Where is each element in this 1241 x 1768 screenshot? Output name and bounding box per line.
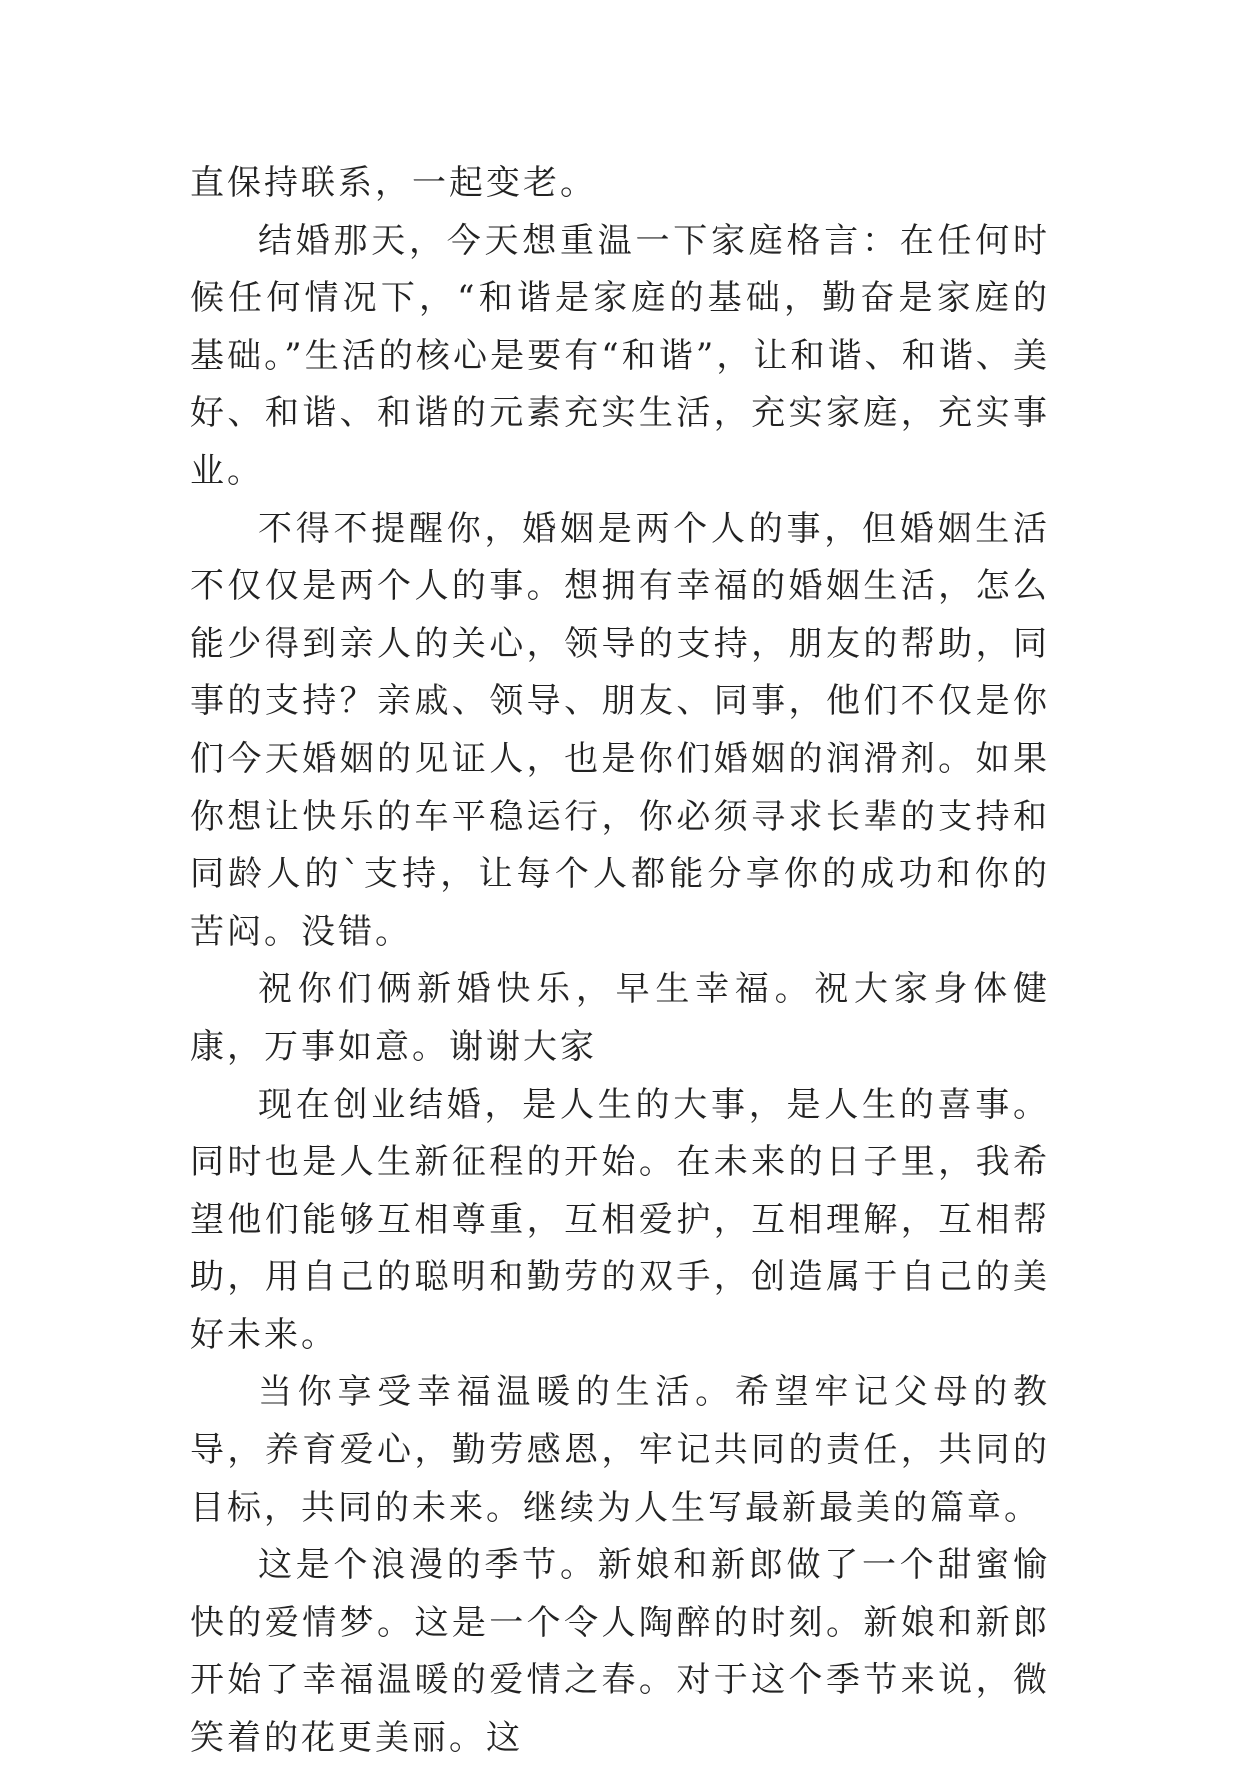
paragraph-family-motto: 结婚那天，今天想重温一下家庭格言：在任何时候任何情况下，“和谐是家庭的基础，勤奋是家庭的基础。”生活的核心是要有“和谐”，让和谐、和谐、美好、和谐、和谐的元素充实生活，充实家庭，充实事业。: [190, 220, 1050, 491]
paragraph-romantic-season: 这是个浪漫的季节。新娘和新郎做了一个甜蜜愉快的爱情梦。这是一个令人陶醉的时刻。新娘和新郎开始了幸福温暖的爱情之春。对于这个季节来说，微笑着的花更美丽。这: [190, 1545, 1050, 1759]
document-body: [190, 155, 1050, 1768]
paragraph-continuation: 直保持联系，一起变老。: [190, 163, 597, 203]
paragraph-happy-life: 当你享受幸福温暖的生活。希望牢记父母的教导，养育爱心，勤劳感恩，牢记共同的责任，共同的目标，共同的未来。继续为人生写最新最美的篇章。: [190, 1372, 1050, 1528]
paragraph-marriage-advice: 不得不提醒你，婚姻是两个人的事，但婚姻生活不仅仅是两个人的事。想拥有幸福的婚姻生活，怎么能少得到亲人的关心，领导的支持，朋友的帮助，同事的支持？亲戚、领导、朋友、同事，他们不仅是你们今天婚姻的见证人，也是你们婚姻的润滑剂。如果你想让快乐的车平稳运行，你必须寻求长辈的支持和同龄人的`支持，让每个人都能分享你的成功和你的苦闷。没错。: [190, 508, 1050, 952]
paragraph-new-journey: 现在创业结婚，是人生的大事，是人生的喜事。同时也是人生新征程的开始。在未来的日子里，我希望他们能够互相尊重，互相爱护，互相理解，互相帮助，用自己的聪明和勤劳的双手，创造属于自己的美好未来。: [190, 1084, 1050, 1355]
paragraph-blessing: 祝你们俩新婚快乐，早生幸福。祝大家身体健康，万事如意。谢谢大家: [190, 969, 1050, 1067]
